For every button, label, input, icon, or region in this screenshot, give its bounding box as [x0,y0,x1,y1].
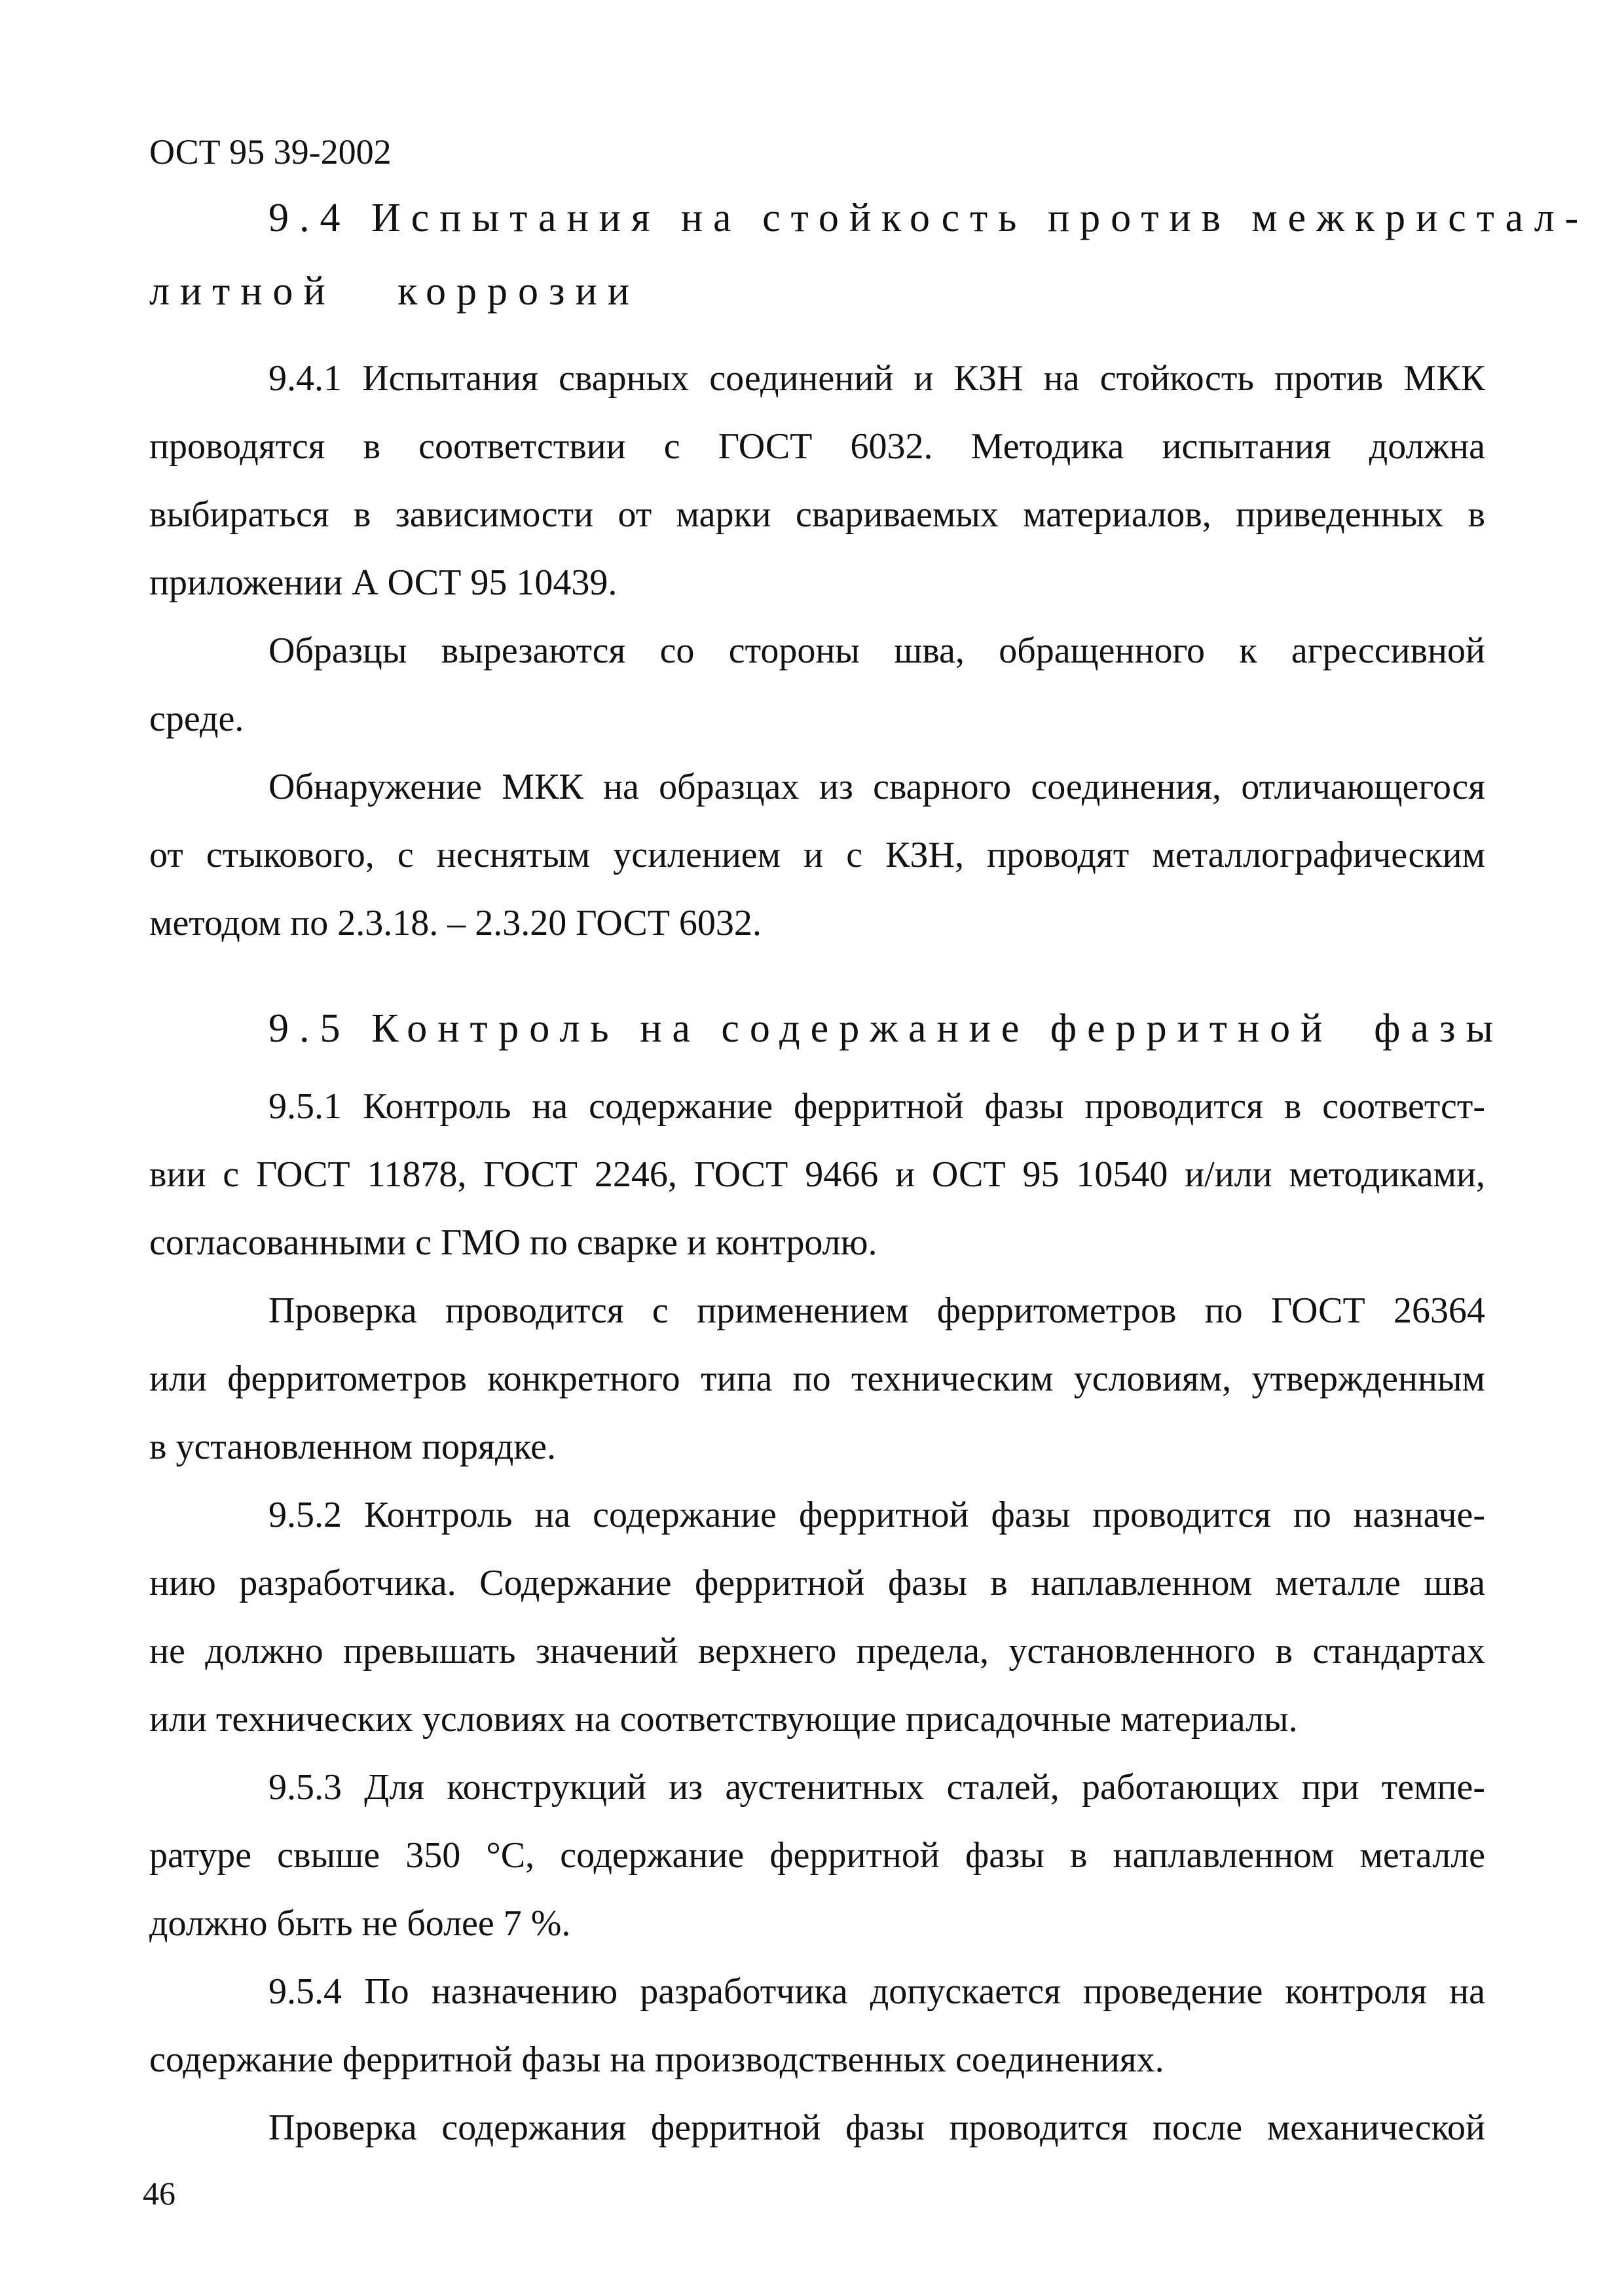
text-line: Проверка содержания ферритной фазы проводится после механической [268,2107,1485,2148]
text-line: 9.5.4 По назначению разработчика допускается проведение контроля на [268,1971,1485,2012]
text-line: Проверка проводится с применением ферритометров по ГОСТ 26364 [268,1290,1485,1331]
page-content [149,196,1589,2162]
paragraph-detection [149,753,1485,957]
paragraph-9-5-3 [149,1753,1485,1958]
text-line: в установленном порядке. [149,1427,556,1467]
text-line: содержание ферритной фазы на производственных соединениях. [149,2039,1164,2080]
section-heading-9-4-line2: литной коррозии [149,269,640,314]
text-line: вии с ГОСТ 11878, ГОСТ 2246, ГОСТ 9466 и ОСТ 95 10540 и/или методиками, [149,1154,1485,1195]
text-line: или ферритометров конкретного типа по техническим условиям, утвержденным [149,1358,1485,1399]
text-line: 9.4.1 Испытания сварных соединений и КЗН на стойкость против МКК [268,358,1485,399]
text-line: 9.5.1 Контроль на содержание ферритной фазы проводится в соответст- [268,1086,1485,1127]
text-line: проводятся в соответствии с ГОСТ 6032. Методика испытания должна [149,426,1485,467]
page-number: 46 [143,2175,175,2212]
text-line: от стыкового, с неснятым усилением и с КЗН, проводят металлографическим [149,835,1485,875]
text-line: 9.5.2 Контроль на содержание ферритной фазы проводится по назначе- [268,1495,1485,1535]
text-line: согласованными с ГМО по сварке и контролю. [149,1222,877,1263]
paragraph-samples [149,617,1485,753]
paragraph-check-ferritometers [149,1277,1485,1481]
paragraph-9-5-4 [149,1958,1485,2094]
text-line: ратуре свыше 350 °С, содержание ферритной фазы в наплавленном металле [149,1835,1485,1876]
section-heading-9-4-line1: 9.4 Испытания на стойкость против межкристал- [268,196,1589,240]
text-line: методом по 2.3.18. – 2.3.20 ГОСТ 6032. [149,903,762,943]
text-line: выбираться в зависимости от марки свариваемых материалов, приведенных в [149,494,1485,535]
text-line: среде. [149,699,244,739]
document-code-header: ОСТ 95 39-2002 [149,132,392,172]
paragraph-9-4-1 [149,344,1485,617]
text-line: нию разработчика. Содержание ферритной фазы в наплавленном металле шва [149,1563,1485,1603]
text-line: приложении А ОСТ 95 10439. [149,562,618,603]
text-line: 9.5.3 Для конструкций из аустенитных сталей, работающих при темпе- [268,1767,1485,1808]
text-line: должно быть не более 7 %. [149,1903,571,1944]
text-line: Обнаружение МКК на образцах из сварного соединения, отличающегося [268,767,1485,807]
paragraph-check-after [149,2094,1485,2162]
paragraph-9-5-2 [149,1481,1485,1753]
text-line: или технических условиях на соответствующие присадочные материалы. [149,1699,1298,1740]
section-heading-9-5: 9.5 Контроль на содержание ферритной фазы [268,1006,1504,1051]
text-line: Образцы вырезаются со стороны шва, обращенного к агрессивной [268,630,1485,671]
text-line: не должно превышать значений верхнего предела, установленного в стандартах [149,1631,1485,1671]
paragraph-9-5-1 [149,1072,1485,1277]
